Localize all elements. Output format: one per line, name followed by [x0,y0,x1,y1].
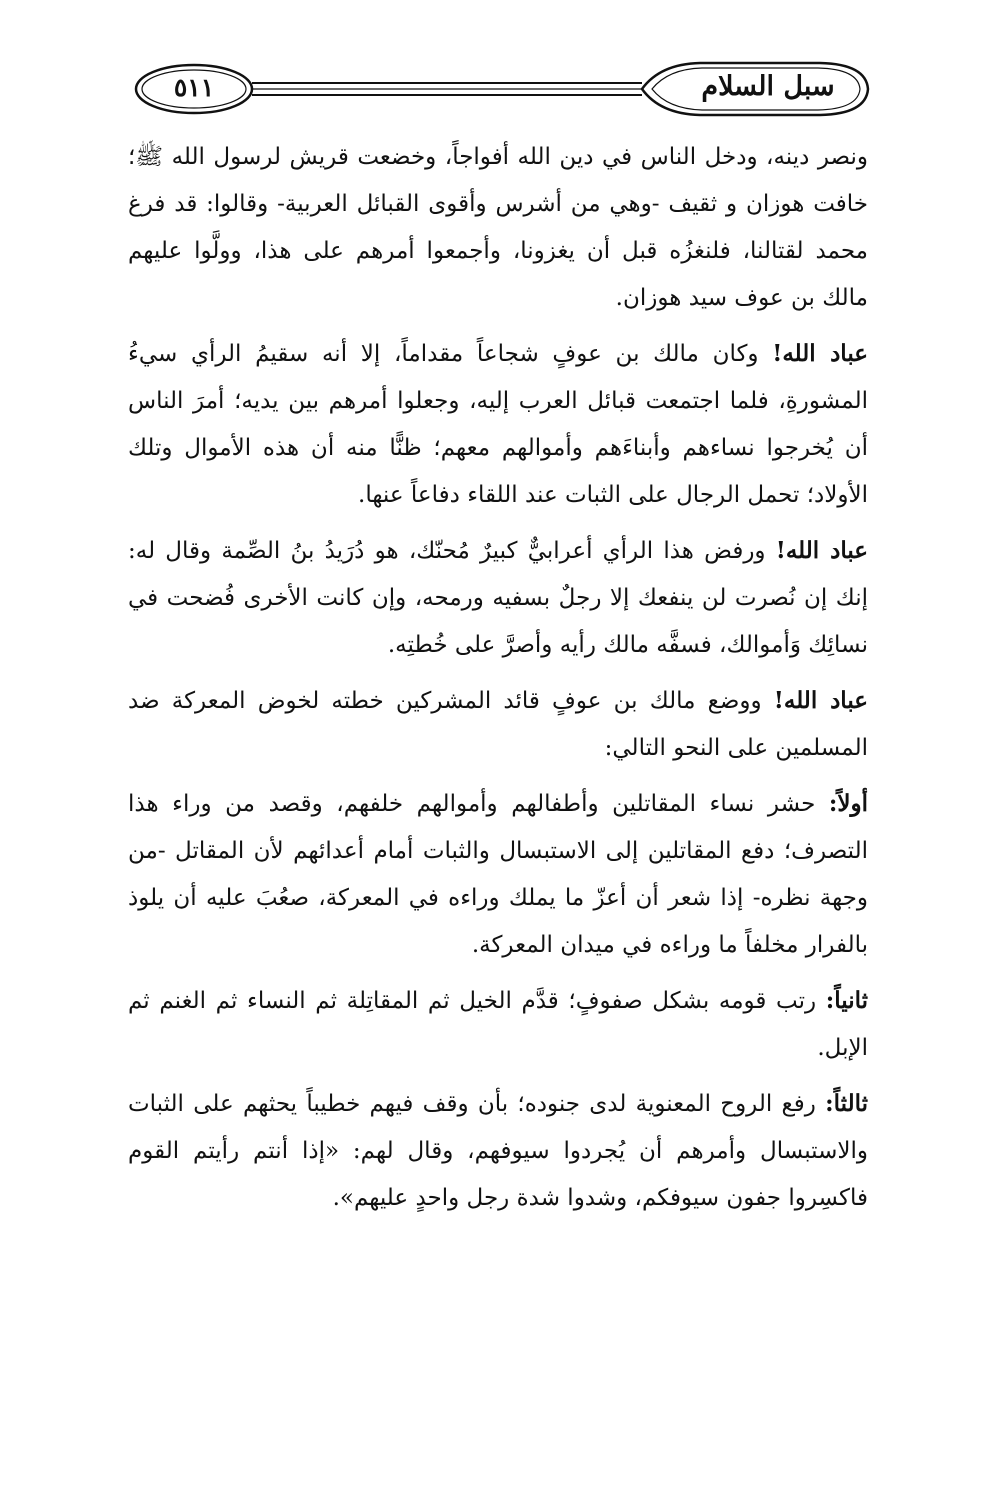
paragraph [128,133,868,322]
paragraph [128,677,868,772]
paragraph-text: ونصر دينه، ودخل الناس في دين الله أفواجاً، وخضعت قريش لرسول الله ﷺ؛ خافت هوزان و ثقيف -وهي من أشرس وأقوى القبائل العربية- وقالوا: قد فرغ محمد لقتالنا، فلنغزُه قبل أن يغزونا، وأجمعوا أمرهم على هذا، وولَّوا عليهم مالك بن عوف سيد هوزان. [128,144,868,311]
paragraph-text: رفع الروح المعنوية لدى جنوده؛ بأن وقف فيهم خطيباً يحثهم على الثبات والاستبسال وأمرهم أن يُجردوا سيوفهم، وقال لهم: «إذا أنتم رأيتم القوم فاكسِروا جفون سيوفكم، وشدوا شدة رجل واحدٍ عليهم». [128,1091,868,1211]
paragraph-text: ووضع مالك بن عوفٍ قائد المشركين خطته لخوض المعركة ضد المسلمين على النحو التالي: [128,688,868,761]
paragraph-text: رتب قومه بشكل صفوفٍ؛ قدَّم الخيل ثم المقاتِلة ثم النساء ثم الغنم ثم الإبل. [128,988,868,1061]
paragraph [128,330,868,519]
page-number: ٥١١ [173,73,215,102]
paragraph-lead: عباد الله! [773,687,868,714]
body-text [128,133,868,1230]
paragraph [128,1080,868,1222]
paragraph-lead: أولاً: [828,790,868,817]
paragraph-lead: عباد الله! [772,340,868,367]
paragraph-text: ورفض هذا الرأي أعرابيٌّ كبيرٌ مُحنّك، هو دُرَيدُ بنُ الصِّمة وقال له: إنك إن نُصرت لن ينفعك إلا رجلٌ بسفيه ورمحه، وإن كانت الأخرى فُضحت في نسائِك وَأموالك، فسفَّه مالك رأيه وأصرَّ على خُطتِه. [128,538,868,658]
paragraph [128,977,868,1072]
paragraph-lead: ثانياً: [825,987,868,1014]
page-header [130,58,870,120]
paragraph-text: وكان مالك بن عوفٍ شجاعاً مقداماً، إلا أنه سقيمُ الرأي سيءُ المشورةِ، فلما اجتمعت قبائل العرب إليه، وجعلوا أمرهم بين يديه؛ أمرَ الناس أن يُخرجوا نساءهم وأبناءَهم وأموالهم معهم؛ ظنًّا منه أن هذه الأموال وتلك الأولاد؛ تحمل الرجال على الثبات عند اللقاء دفاعاً عنها. [128,341,868,508]
paragraph-lead: ثالثاً: [825,1090,868,1117]
paragraph [128,527,868,669]
paragraph-text: حشر نساء المقاتلين وأطفالهم وأموالهم خلفهم، وقصد من وراء هذا التصرف؛ دفع المقاتلين إلى الاستبسال والثبات أمام أعدائهم لأن المقاتل -من وجهة نظره- إذا شعر أن أعزّ ما يملك وراءه في المعركة، صعُبَ عليه أن يلوذ بالفرار مخلفاً ما وراءه في ميدان المعركة. [128,791,868,958]
paragraph-lead: عباد الله! [775,537,868,564]
book-title: سبل السلام [701,71,835,102]
paragraph [128,780,868,969]
